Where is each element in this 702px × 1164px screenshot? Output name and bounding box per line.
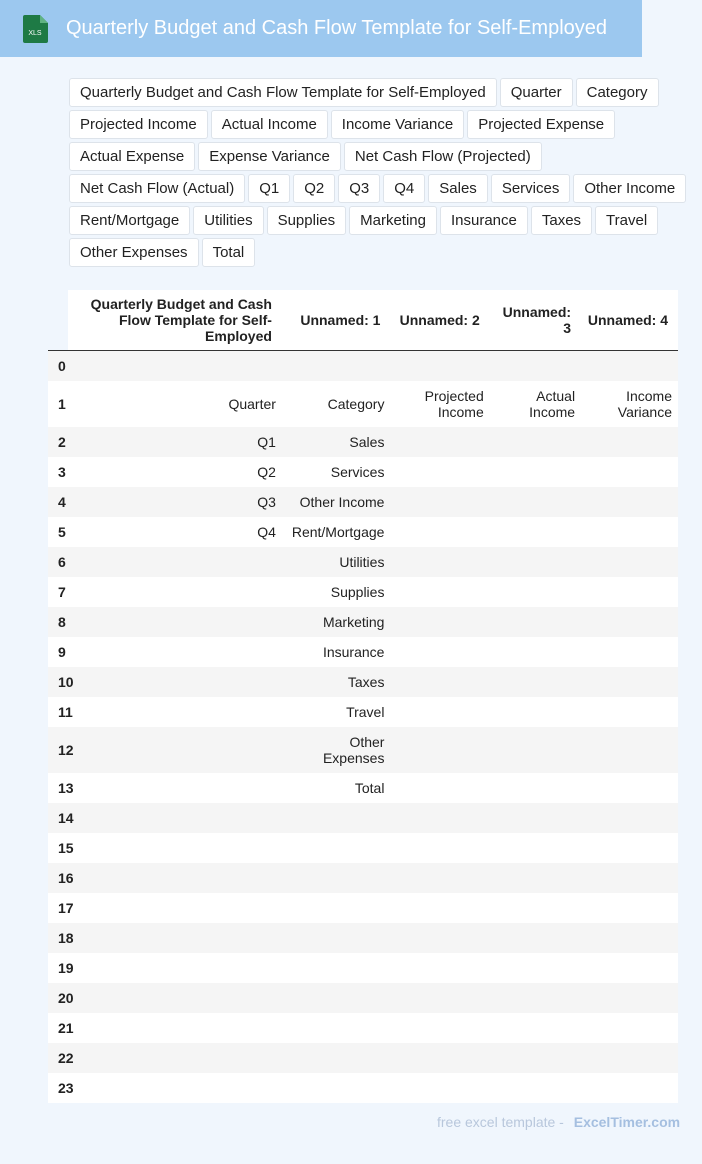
row-index: 18	[58, 930, 74, 946]
table-cell	[390, 637, 489, 667]
table-cell	[390, 427, 489, 457]
row-index: 3	[58, 464, 66, 480]
table-cell	[80, 1013, 282, 1043]
table-cell	[490, 953, 581, 983]
table-cell: Rent/Mortgage	[291, 524, 385, 540]
table-cell	[80, 983, 282, 1013]
table-cell	[390, 1073, 489, 1103]
table-cell: Insurance	[322, 644, 385, 660]
table-cell	[80, 773, 282, 803]
table-cell	[490, 1043, 581, 1073]
table-cell	[80, 577, 282, 607]
table-row	[48, 1013, 678, 1043]
table-cell	[390, 547, 489, 577]
row-index: 13	[58, 780, 74, 796]
table-cell	[581, 1043, 678, 1073]
table-cell: Total	[354, 780, 385, 796]
table-cell	[581, 1073, 678, 1103]
table-row	[48, 1043, 678, 1073]
table-cell	[282, 863, 391, 893]
table-row	[48, 517, 678, 547]
table-cell: Marketing	[322, 614, 385, 630]
table-cell: Services	[330, 464, 385, 480]
table-row	[48, 577, 678, 607]
table-cell	[581, 1013, 678, 1043]
table-row	[48, 727, 678, 773]
table-cell: Other Income	[299, 494, 385, 510]
table-row	[48, 457, 678, 487]
column-header: Unnamed: 2	[390, 290, 489, 351]
table-cell	[80, 953, 282, 983]
column-header: Unnamed: 1	[282, 290, 391, 351]
table-cell	[80, 607, 282, 637]
table-cell	[581, 727, 678, 773]
table-cell	[80, 727, 282, 773]
keyword-tag[interactable]: Supplies	[267, 206, 347, 235]
table-row	[48, 1073, 678, 1103]
table-body	[48, 351, 678, 1104]
table-row	[48, 351, 678, 382]
row-index: 14	[58, 810, 74, 826]
table-cell	[490, 983, 581, 1013]
keyword-tag[interactable]: Other Expenses	[69, 238, 199, 267]
table-cell	[490, 727, 581, 773]
keyword-tag[interactable]: Total	[202, 238, 256, 267]
table-cell	[390, 487, 489, 517]
table-cell: Q1	[257, 434, 276, 450]
row-index: 5	[58, 524, 66, 540]
table-cell	[490, 637, 581, 667]
keyword-tag[interactable]: Services	[491, 174, 571, 203]
keyword-tag[interactable]: Q1	[248, 174, 290, 203]
table-cell	[390, 351, 489, 382]
column-header: Unnamed: 3	[490, 290, 581, 351]
row-index: 9	[58, 644, 66, 660]
keyword-tag[interactable]: Sales	[428, 174, 488, 203]
table-cell	[390, 517, 489, 547]
footer	[437, 1114, 680, 1130]
keyword-tag[interactable]: Projected Expense	[467, 110, 615, 139]
table-cell	[80, 833, 282, 863]
keyword-tag[interactable]: Expense Variance	[198, 142, 341, 171]
row-index: 22	[58, 1050, 74, 1066]
table-cell: Q3	[257, 494, 276, 510]
table-cell	[80, 637, 282, 667]
keyword-tag[interactable]: Taxes	[531, 206, 592, 235]
table-cell	[490, 803, 581, 833]
table-row	[48, 381, 678, 427]
keyword-tag[interactable]: Net Cash Flow (Projected)	[344, 142, 542, 171]
table-cell	[490, 427, 581, 457]
table-cell: Projected Income	[424, 388, 484, 420]
table-cell	[390, 607, 489, 637]
table-cell	[581, 983, 678, 1013]
row-index: 8	[58, 614, 66, 630]
row-index: 0	[58, 358, 66, 374]
table-header-row	[48, 290, 678, 351]
footer-text: free excel template -	[437, 1114, 564, 1130]
table-cell	[80, 1043, 282, 1073]
table-cell	[490, 351, 581, 382]
table-cell	[80, 923, 282, 953]
table-cell	[581, 637, 678, 667]
table-cell	[490, 517, 581, 547]
table-cell: Quarter	[228, 396, 276, 412]
xls-file-icon	[22, 14, 49, 44]
table-cell	[282, 1043, 391, 1073]
table-cell	[581, 517, 678, 547]
table-cell	[581, 803, 678, 833]
row-index: 11	[58, 704, 73, 720]
table-cell	[80, 893, 282, 923]
row-index: 21	[58, 1020, 74, 1036]
table-row	[48, 773, 678, 803]
row-index: 10	[58, 674, 74, 690]
table-cell	[282, 893, 391, 923]
table-cell	[581, 351, 678, 382]
row-index: 7	[58, 584, 66, 600]
table-cell	[80, 547, 282, 577]
row-index: 4	[58, 494, 66, 510]
table-cell	[390, 577, 489, 607]
table-row	[48, 893, 678, 923]
keyword-tag[interactable]: Q4	[383, 174, 425, 203]
table-cell	[490, 697, 581, 727]
table-cell	[282, 923, 391, 953]
keyword-tag[interactable]: Projected Income	[69, 110, 208, 139]
table-cell	[282, 953, 391, 983]
table-cell	[581, 697, 678, 727]
table-cell	[490, 833, 581, 863]
table-cell	[282, 803, 391, 833]
keyword-tag[interactable]: Actual Income	[211, 110, 328, 139]
table-cell: Category	[327, 396, 385, 412]
keyword-tag[interactable]: Insurance	[440, 206, 528, 235]
table-cell	[490, 547, 581, 577]
table-cell	[581, 833, 678, 863]
table-row	[48, 697, 678, 727]
keyword-tag[interactable]: Quarterly Budget and Cash Flow Template for Self-Employed	[69, 78, 497, 107]
table-cell	[581, 923, 678, 953]
row-index: 23	[58, 1080, 74, 1096]
table-cell	[282, 351, 391, 382]
keyword-tag[interactable]: Rent/Mortgage	[69, 206, 190, 235]
table-cell	[581, 893, 678, 923]
table-row	[48, 487, 678, 517]
table-cell	[490, 1073, 581, 1103]
footer-brand-link[interactable]: ExcelTimer.com	[573, 1114, 681, 1130]
table-cell	[390, 923, 489, 953]
table-cell	[581, 547, 678, 577]
table-cell	[581, 863, 678, 893]
table-cell: Taxes	[347, 674, 385, 690]
table-cell	[282, 1073, 391, 1103]
table-cell	[490, 667, 581, 697]
table-cell	[80, 697, 282, 727]
table-cell	[390, 1043, 489, 1073]
row-index: 2	[58, 434, 66, 450]
table-cell: Q2	[257, 464, 276, 480]
keyword-tag[interactable]: Quarter	[500, 78, 573, 107]
table-row	[48, 833, 678, 863]
row-index: 17	[58, 900, 74, 916]
table-cell	[490, 457, 581, 487]
table-cell	[490, 1013, 581, 1043]
table-cell	[80, 1073, 282, 1103]
table-cell	[490, 577, 581, 607]
table-cell	[80, 667, 282, 697]
keyword-tag[interactable]: Category	[576, 78, 659, 107]
data-table	[48, 290, 678, 1103]
table-cell: Sales	[349, 434, 385, 450]
table-cell	[390, 863, 489, 893]
table-cell	[390, 953, 489, 983]
table-row	[48, 953, 678, 983]
table-cell	[390, 727, 489, 773]
table-cell	[490, 773, 581, 803]
table-cell	[490, 863, 581, 893]
row-index: 20	[58, 990, 74, 1006]
table-cell	[390, 983, 489, 1013]
table-cell: Q4	[257, 524, 276, 540]
table-cell	[80, 803, 282, 833]
table-row	[48, 607, 678, 637]
table-cell	[581, 667, 678, 697]
table-cell	[80, 351, 282, 382]
table-cell	[581, 487, 678, 517]
row-index: 16	[58, 870, 74, 886]
keyword-tag[interactable]: Net Cash Flow (Actual)	[69, 174, 245, 203]
table-cell	[390, 697, 489, 727]
table-cell	[282, 833, 391, 863]
row-index: 12	[58, 742, 74, 758]
table-cell	[581, 607, 678, 637]
column-header: Unnamed: 4	[581, 290, 678, 351]
xls-icon-label: XLS	[28, 30, 42, 37]
data-table-container[interactable]	[58, 290, 678, 1096]
table-cell	[390, 457, 489, 487]
table-cell	[390, 1013, 489, 1043]
table-row	[48, 923, 678, 953]
column-header: Quarterly Budget and Cash Flow Template for Self-Employed	[80, 290, 282, 351]
table-cell	[80, 863, 282, 893]
keyword-tag[interactable]: Utilities	[193, 206, 263, 235]
row-index: 1	[58, 396, 66, 412]
table-cell	[390, 893, 489, 923]
keyword-tag[interactable]: Income Variance	[331, 110, 464, 139]
table-cell	[490, 607, 581, 637]
row-index: 19	[58, 960, 74, 976]
table-row	[48, 637, 678, 667]
table-cell	[581, 953, 678, 983]
keyword-tags	[69, 78, 689, 267]
table-row	[48, 667, 678, 697]
table-row	[48, 983, 678, 1013]
table-cell	[282, 1013, 391, 1043]
row-index: 15	[58, 840, 74, 856]
keyword-tag[interactable]: Q3	[338, 174, 380, 203]
keyword-tag[interactable]: Q2	[293, 174, 335, 203]
table-cell	[581, 427, 678, 457]
table-cell	[581, 457, 678, 487]
table-cell: Travel	[346, 704, 385, 720]
table-cell	[282, 983, 391, 1013]
table-cell	[581, 773, 678, 803]
table-cell: Supplies	[330, 584, 385, 600]
table-cell: Other Expenses	[322, 734, 385, 766]
table-cell	[390, 667, 489, 697]
table-cell: Actual Income	[529, 388, 576, 420]
keyword-tag[interactable]: Other Income	[573, 174, 686, 203]
keyword-tag[interactable]: Travel	[595, 206, 658, 235]
keyword-tag[interactable]: Marketing	[349, 206, 437, 235]
table-row	[48, 547, 678, 577]
column-header	[48, 290, 80, 351]
table-cell	[490, 487, 581, 517]
header-bar	[0, 0, 642, 57]
table-cell	[581, 577, 678, 607]
row-index: 6	[58, 554, 66, 570]
table-cell	[390, 803, 489, 833]
table-cell: Utilities	[339, 554, 385, 570]
table-cell	[490, 923, 581, 953]
table-cell	[390, 833, 489, 863]
table-cell	[390, 773, 489, 803]
table-row	[48, 863, 678, 893]
table-row	[48, 803, 678, 833]
table-cell	[490, 893, 581, 923]
table-row	[48, 427, 678, 457]
page-title: Quarterly Budget and Cash Flow Template for Self-Employed	[66, 17, 608, 39]
keyword-tag[interactable]: Actual Expense	[69, 142, 195, 171]
table-cell: Income Variance	[617, 388, 672, 420]
